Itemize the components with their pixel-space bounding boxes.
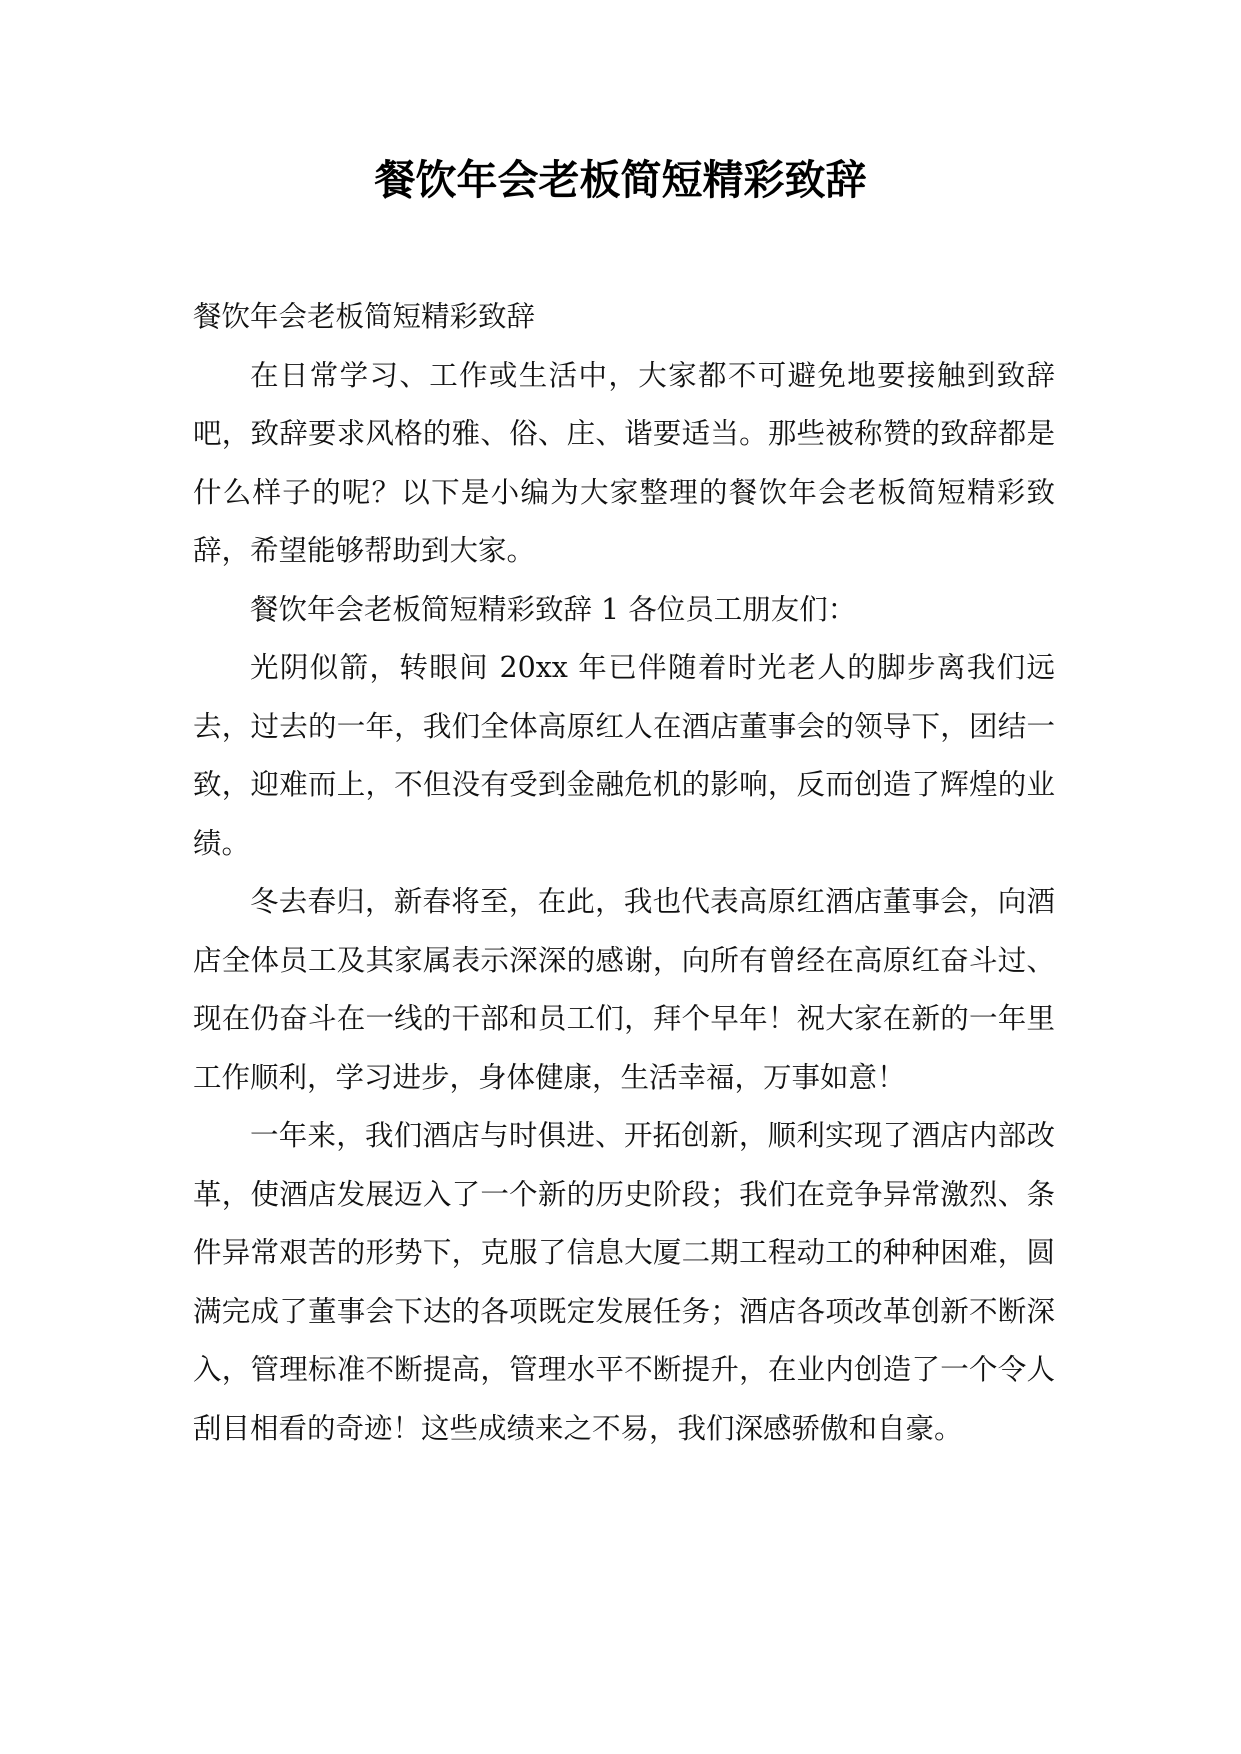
paragraph-achievements: 一年来，我们酒店与时俱进、开拓创新，顺利实现了酒店内部改革，使酒店发展迈入了一个新的历史阶段；我们在竞争异常激烈、条件异常艰苦的形势下，克服了信息大厦二期工程动工的种种困难，圆满完成了董事会下达的各项既定发展任务；酒店各项改革创新不断深入，管理标准不断提高，管理水平不断提升，在业内创造了一个令人刮目相看的奇迹！这些成绩来之不易，我们深感骄傲和自豪。: [193, 1119, 1055, 1445]
intro-paragraph: 在日常学习、工作或生活中，大家都不可避免地要接触到致辞吧，致辞要求风格的雅、俗、庄、谐要适当。那些被称赞的致辞都是什么样子的呢？以下是小编为大家整理的餐饮年会老板简短精彩致辞，希望能够帮助到大家。: [193, 358, 1055, 567]
document-body: [193, 288, 1055, 1458]
speech-1-heading: 餐饮年会老板简短精彩致辞 1 各位员工朋友们：: [250, 592, 857, 626]
body-heading: 餐饮年会老板简短精彩致辞: [193, 300, 536, 333]
paragraph-greeting: 冬去春归，新春将至，在此，我也代表高原红酒店董事会，向酒店全体员工及其家属表示深深的感谢，向所有曾经在高原红奋斗过、现在仍奋斗在一线的干部和员工们，拜个早年！祝大家在新的一年里工作顺利，学习进步，身体健康，生活幸福，万事如意！: [193, 885, 1055, 1094]
document-title: 餐饮年会老板简短精彩致辞: [374, 156, 867, 204]
paragraph-review: 光阴似箭，转眼间 20xx 年已伴随着时光老人的脚步离我们远去，过去的一年，我们全体高原红人在酒店董事会的领导下，团结一致，迎难而上，不但没有受到金融危机的影响，反而创造了辉煌的业绩。: [193, 651, 1055, 860]
